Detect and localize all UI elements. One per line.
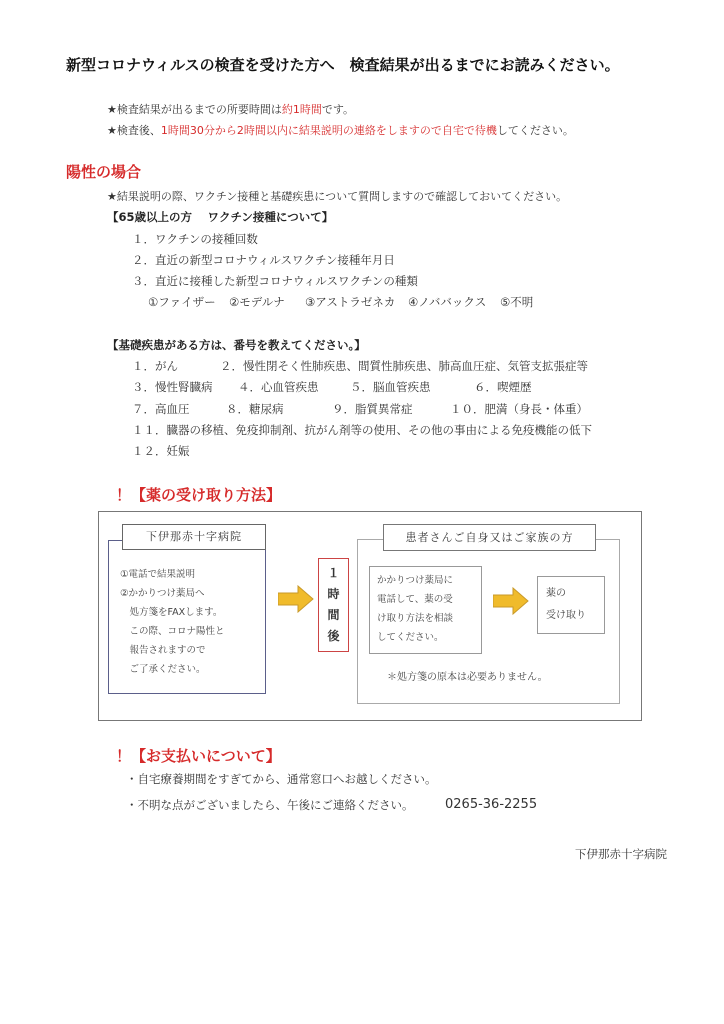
disease-item: ８．糖尿病 [226, 402, 284, 416]
disease-heading: 【基礎疾患がある方は、番号を教えてください。】 [107, 338, 366, 352]
hospital-step: ご了承ください。 [120, 664, 206, 675]
vaccine-option: ⑤不明 [500, 295, 534, 309]
vaccine-option: ③アストラゼネカ [305, 295, 396, 309]
hospital-step: この際、コロナ陽性と [120, 626, 225, 637]
disease-item: ４．心血管疾患 [238, 380, 319, 394]
notice-wait-suffix: してください。 [496, 124, 574, 137]
after-label-char: 間 [327, 608, 340, 622]
notice-duration-suffix: です。 [321, 103, 354, 116]
positive-heading: 陽性の場合 [66, 163, 142, 181]
notice-duration [107, 101, 354, 117]
family-tab: 患者さんご自身又はご家族の方 [383, 524, 596, 551]
hospital-steps [120, 565, 225, 679]
vaccine-option: ④ノババックス [408, 295, 487, 309]
disease-item: １２．妊娠 [132, 444, 190, 458]
receive-medicine-box [537, 576, 605, 634]
hospital-step: ②かかりつけ薬局へ [120, 588, 205, 599]
phone-number: 0265-36-2255 [445, 797, 538, 812]
disease-item: １０．肥満（身長・体重） [450, 402, 588, 416]
prescription-footnote: ＊処方箋の原本は必要ありません。 [387, 672, 548, 683]
receive-line: 薬の [546, 588, 566, 599]
payment-line: ・自宅療養期間をすぎてから、通常窓口へお越しください。 [126, 772, 437, 786]
pharmacy-line: してください。 [377, 632, 444, 643]
disease-item: ９．脂質異常症 [332, 402, 413, 416]
notice-wait [107, 122, 574, 138]
notice-duration-highlight: 約1時間 [281, 103, 322, 116]
signature: 下伊那赤十字病院 [575, 847, 667, 861]
disease-item: ５．脳血管疾患 [350, 380, 431, 394]
after-label-char: １ [327, 566, 340, 580]
one-hour-later-label [318, 558, 349, 652]
disease-item: ３．慢性腎臓病 [132, 380, 213, 394]
disease-item: ７．高血圧 [132, 402, 190, 416]
right-arrow-icon [493, 587, 529, 615]
disease-item: １．がん [132, 359, 178, 373]
vaccine-item: ３．直近に接種した新型コロナウィルスワクチンの種類 [132, 274, 418, 288]
vaccine-item: ２．直近の新型コロナウィルスワクチン接種年月日 [132, 253, 395, 267]
disease-item: ６．喫煙歴 [474, 380, 532, 394]
page-title: 新型コロナウィルスの検査を受けた方へ 検査結果が出るまでにお読みください。 [66, 56, 620, 74]
vaccine-heading: 【65歳以上の方 ワクチン接種について】 [107, 210, 334, 224]
hospital-step: 処方箋をFAXします。 [120, 607, 223, 618]
pharmacy-line: け取り方法を相談 [377, 613, 454, 624]
payment-line: ・不明な点がございましたら、午後にご連絡ください。 [126, 798, 414, 812]
vaccine-option: ②モデルナ [229, 295, 285, 309]
vaccine-item: １．ワクチンの接種回数 [132, 232, 258, 246]
hospital-step: ①電話で結果説明 [120, 569, 196, 580]
after-label-char: 後 [327, 629, 340, 643]
vaccine-option: ①ファイザー [148, 295, 216, 309]
positive-intro: ★結果説明の際、ワクチン接種と基礎疾患について質問しますので確認しておいてください。 [107, 190, 568, 203]
receive-line: 受け取り [546, 610, 586, 621]
hospital-step: 報告されますので [120, 645, 206, 656]
pharmacy-call-box [369, 566, 482, 654]
right-arrow-icon [278, 585, 314, 613]
pharmacy-line: 電話して、薬の受 [377, 594, 453, 605]
disease-item: １１．臓器の移植、免疫抑制剤、抗がん剤等の使用、その他の事由による免疫機能の低下 [132, 423, 592, 437]
medicine-heading: ！【薬の受け取り方法】 [116, 486, 282, 504]
pharmacy-line: かかりつけ薬局に [377, 575, 454, 586]
payment-heading: ！【お支払いについて】 [116, 747, 281, 765]
notice-duration-prefix: ★検査結果が出るまでの所要時間は [107, 103, 282, 116]
notice-wait-highlight: 1時間30分から2時間以内に結果説明の連絡をしますので自宅で待機 [160, 124, 497, 137]
notice-wait-prefix: ★検査後、 [107, 124, 161, 137]
after-label-char: 時 [327, 587, 340, 601]
disease-item: ２．慢性閉そく性肺疾患、間質性肺疾患、肺高血圧症、気管支拡張症等 [220, 359, 588, 373]
hospital-tab: 下伊那赤十字病院 [122, 524, 266, 550]
